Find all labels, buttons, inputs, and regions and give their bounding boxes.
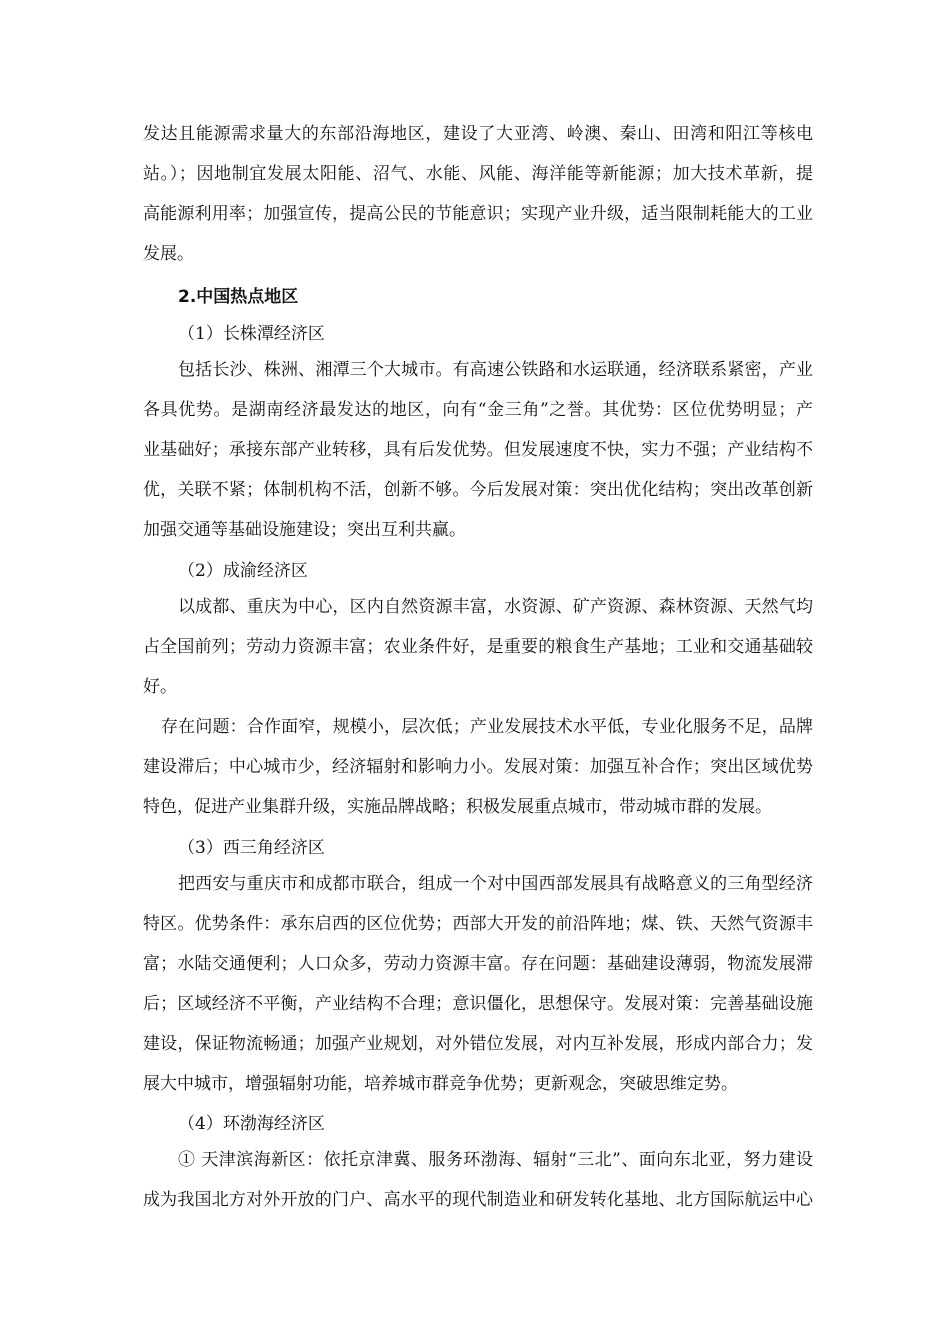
paragraph-line: 高能源利用率；加强宣传，提高公民的节能意识；实现产业升级，适当限制耗能大的工业 [143, 204, 813, 224]
paragraph-line: 业基础好；承接东部产业转移，具有后发优势。但发展速度不快，实力不强；产业结构不 [143, 440, 813, 460]
paragraph-line: 加强交通等基础设施建设；突出互利共赢。 [143, 520, 466, 540]
paragraph-line: 各具优势。是湖南经济最发达的地区，向有“金三角”之誉。其优势：区位优势明显；产 [143, 400, 813, 420]
paragraph-line: 发达且能源需求量大的东部沿海地区，建设了大亚湾、岭澳、秦山、田湾和阳江等核电 [143, 124, 813, 144]
paragraph-line: 展大中城市，增强辐射功能，培养城市群竞争优势；更新观念，突破思维定势。 [143, 1074, 738, 1094]
paragraph-line: 建设，保证物流畅通；加强产业规划，对外错位发展，对内互补发展，形成内部合力；发 [143, 1034, 813, 1054]
subsection-title: （2）成渝经济区 [178, 561, 308, 581]
paragraph-line: 优，关联不紧；体制机构不活，创新不够。今后发展对策：突出优化结构；突出改革创新 [143, 480, 813, 500]
paragraph-line: 发展。 [143, 244, 194, 264]
paragraph-line: ① 天津滨海新区：依托京津冀、服务环渤海、辐射“三北”、面向东北亚，努力建设 [178, 1150, 813, 1170]
subsection-title: （4）环渤海经济区 [178, 1114, 325, 1134]
paragraph-line: 把西安与重庆市和成都市联合，组成一个对中国西部发展具有战略意义的三角型经济 [178, 874, 813, 894]
paragraph-line: 富；水陆交通便利；人口众多，劳动力资源丰富。存在问题：基础建设薄弱，物流发展滞 [143, 954, 813, 974]
paragraph-line: 好。 [143, 677, 177, 697]
paragraph-line: 包括长沙、株洲、湘潭三个大城市。有高速公铁路和水运联通，经济联系紧密，产业 [178, 360, 813, 380]
paragraph-line: 特区。优势条件：承东启西的区位优势；西部大开发的前沿阵地；煤、铁、天然气资源丰 [143, 914, 813, 934]
paragraph-line: 成为我国北方对外开放的门户、高水平的现代制造业和研发转化基地、北方国际航运中心 [143, 1190, 813, 1210]
subsection-title: （3）西三角经济区 [178, 838, 325, 858]
paragraph-line: 建设滞后；中心城市少，经济辐射和影响力小。发展对策：加强互补合作；突出区域优势 [143, 757, 813, 777]
paragraph-line: 后；区域经济不平衡，产业结构不合理；意识僵化，思想保守。发展对策：完善基础设施 [143, 994, 813, 1014]
paragraph-line: 站。）；因地制宜发展太阳能、沼气、水能、风能、海洋能等新能源；加大技术革新，提 [143, 164, 813, 184]
paragraph-line: 以成都、重庆为中心，区内自然资源丰富，水资源、矿产资源、森林资源、天然气均 [178, 597, 813, 617]
section-title: 2.中国热点地区 [178, 287, 299, 307]
paragraph-line: 占全国前列；劳动力资源丰富；农业条件好，是重要的粮食生产基地；工业和交通基础较 [143, 637, 813, 657]
paragraph-line: 特色，促进产业集群升级，实施品牌战略；积极发展重点城市，带动城市群的发展。 [143, 797, 772, 817]
paragraph-line: 存在问题：合作面窄，规模小，层次低；产业发展技术水平低，专业化服务不足，品牌 [161, 717, 813, 737]
subsection-title: （1）长株潭经济区 [178, 324, 325, 344]
